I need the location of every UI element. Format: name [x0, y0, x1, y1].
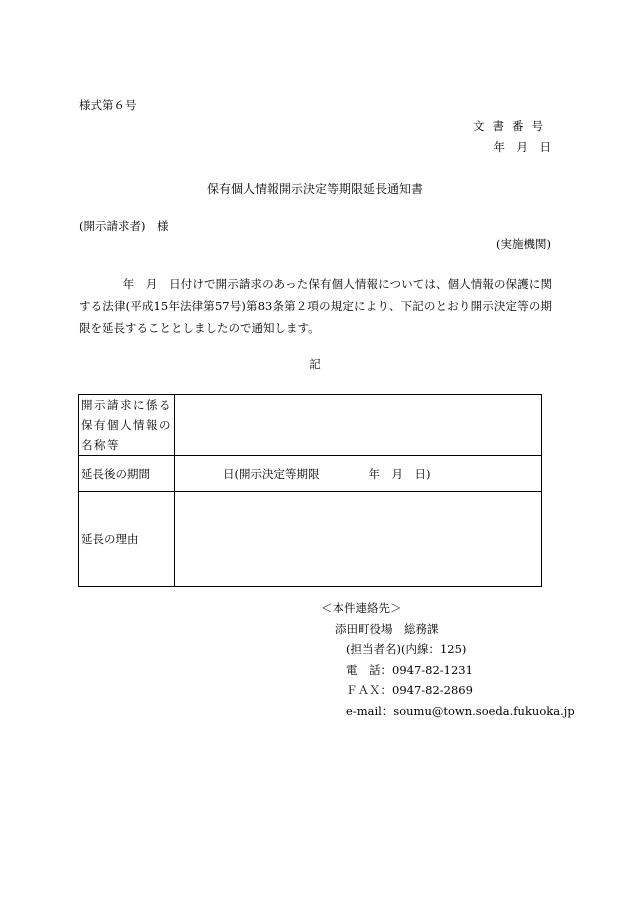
contact-heading: ＜本件連絡先＞ [321, 601, 402, 615]
contact-email: e-mail：soumu@town.soeda.fukuoka.jp [346, 703, 575, 718]
period-deadline-text: 年 月 日) [368, 466, 431, 481]
extension-reason-value [175, 492, 542, 587]
addressee: (開示請求者) 様 [79, 219, 169, 233]
table-row-extended-period [79, 456, 542, 492]
table-row-information-name [79, 395, 542, 456]
notice-body: 年 月 日付けで開示請求のあった保有個人情報については、個人情報の保護に関する法律(平成15年法律第57号)第83条第２項の規定により、下記のとおり開示決定等の期限を延長することとしましたので通知します。 [79, 277, 552, 335]
label-line: 開示請求に係る [81, 398, 172, 412]
information-name-value [175, 395, 542, 456]
contact-phone: 電 話：0947-82-1231 [346, 662, 473, 677]
period-days-text: 日(開示決定等期限 [223, 466, 320, 481]
contact-person: (担当者名)(内線：125) [346, 642, 467, 656]
contact-block [321, 598, 575, 721]
contact-office: 添田町役場 総務課 [335, 621, 439, 636]
extension-reason-label: 延長の理由 [79, 492, 175, 587]
label-line: 保有個人情報の [81, 418, 172, 432]
extended-period-value [175, 456, 542, 492]
ki-heading: 記 [309, 357, 321, 371]
label-line: 名称等 [81, 438, 120, 452]
form-number: 様式第６号 [79, 98, 137, 112]
contact-fax: ＦＡＸ：0947-82-2869 [346, 683, 473, 697]
information-name-label [79, 395, 175, 456]
table-row-extension-reason [79, 492, 542, 587]
extended-period-label: 延長後の期間 [79, 456, 175, 492]
document-number-label: 文書番号 [473, 119, 551, 133]
date-line: 年 月 日 [493, 140, 551, 154]
detail-table [78, 394, 542, 587]
issuing-agency: (実施機関) [496, 237, 551, 251]
document-title: 保有個人情報開示決定等期限延長通知書 [206, 182, 423, 196]
